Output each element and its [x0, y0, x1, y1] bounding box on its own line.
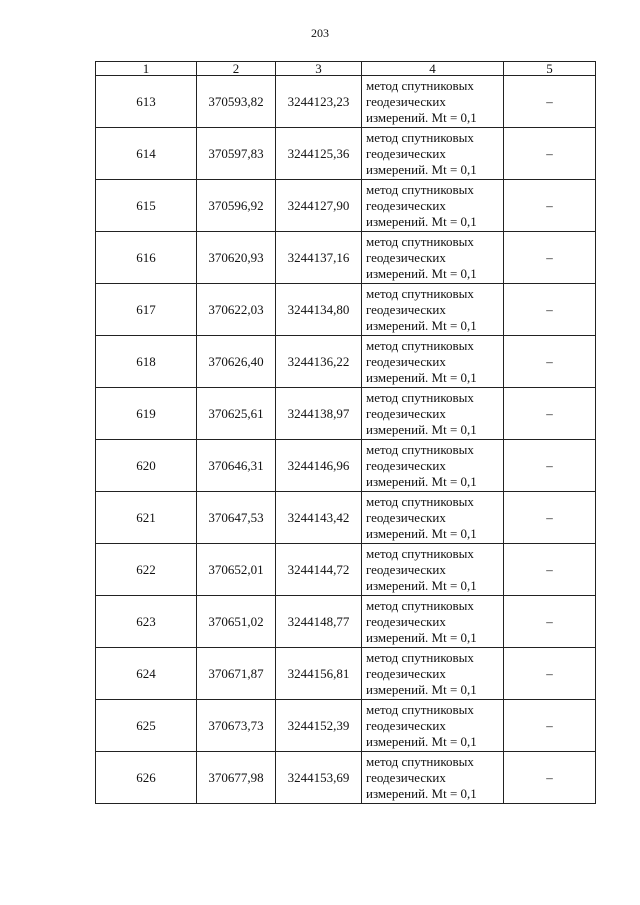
table-row	[96, 388, 596, 440]
y-coordinate-cell: 3244123,23	[276, 76, 362, 128]
table-row	[96, 700, 596, 752]
note-cell: –	[504, 128, 596, 180]
method-cell: метод спутниковых геодезических измерений. Mt = 0,1	[362, 544, 504, 596]
method-cell: метод спутниковых геодезических измерений. Mt = 0,1	[362, 700, 504, 752]
note-cell: –	[504, 648, 596, 700]
point-number-cell: 622	[96, 544, 197, 596]
x-coordinate-cell: 370626,40	[197, 336, 276, 388]
y-coordinate-cell: 3244136,22	[276, 336, 362, 388]
method-cell: метод спутниковых геодезических измерений. Mt = 0,1	[362, 648, 504, 700]
point-number-cell: 614	[96, 128, 197, 180]
coordinates-table	[95, 61, 596, 804]
x-coordinate-cell: 370593,82	[197, 76, 276, 128]
y-coordinate-cell: 3244138,97	[276, 388, 362, 440]
table-row	[96, 440, 596, 492]
x-coordinate-cell: 370673,73	[197, 700, 276, 752]
method-cell: метод спутниковых геодезических измерений. Mt = 0,1	[362, 440, 504, 492]
point-number-cell: 625	[96, 700, 197, 752]
x-coordinate-cell: 370620,93	[197, 232, 276, 284]
y-coordinate-cell: 3244148,77	[276, 596, 362, 648]
point-number-cell: 623	[96, 596, 197, 648]
note-cell: –	[504, 492, 596, 544]
point-number-cell: 617	[96, 284, 197, 336]
y-coordinate-cell: 3244156,81	[276, 648, 362, 700]
y-coordinate-cell: 3244144,72	[276, 544, 362, 596]
y-coordinate-cell: 3244152,39	[276, 700, 362, 752]
note-cell: –	[504, 76, 596, 128]
table-row	[96, 232, 596, 284]
method-cell: метод спутниковых геодезических измерений. Mt = 0,1	[362, 76, 504, 128]
x-coordinate-cell: 370625,61	[197, 388, 276, 440]
y-coordinate-cell: 3244143,42	[276, 492, 362, 544]
table-row	[96, 544, 596, 596]
note-cell: –	[504, 596, 596, 648]
x-coordinate-cell: 370677,98	[197, 752, 276, 804]
table-row	[96, 336, 596, 388]
header-row	[96, 62, 596, 76]
column-header-1: 1	[96, 62, 197, 76]
note-cell: –	[504, 544, 596, 596]
note-cell: –	[504, 388, 596, 440]
table-row	[96, 76, 596, 128]
table-row	[96, 752, 596, 804]
point-number-cell: 626	[96, 752, 197, 804]
y-coordinate-cell: 3244146,96	[276, 440, 362, 492]
y-coordinate-cell: 3244127,90	[276, 180, 362, 232]
point-number-cell: 616	[96, 232, 197, 284]
note-cell: –	[504, 232, 596, 284]
x-coordinate-cell: 370646,31	[197, 440, 276, 492]
x-coordinate-cell: 370652,01	[197, 544, 276, 596]
point-number-cell: 620	[96, 440, 197, 492]
table-row	[96, 180, 596, 232]
table-body	[96, 76, 596, 804]
table-row	[96, 596, 596, 648]
point-number-cell: 624	[96, 648, 197, 700]
x-coordinate-cell: 370647,53	[197, 492, 276, 544]
method-cell: метод спутниковых геодезических измерений. Mt = 0,1	[362, 388, 504, 440]
method-cell: метод спутниковых геодезических измерений. Mt = 0,1	[362, 752, 504, 804]
column-header-4: 4	[362, 62, 504, 76]
method-cell: метод спутниковых геодезических измерений. Mt = 0,1	[362, 180, 504, 232]
method-cell: метод спутниковых геодезических измерений. Mt = 0,1	[362, 336, 504, 388]
note-cell: –	[504, 440, 596, 492]
note-cell: –	[504, 700, 596, 752]
x-coordinate-cell: 370597,83	[197, 128, 276, 180]
y-coordinate-cell: 3244137,16	[276, 232, 362, 284]
x-coordinate-cell: 370596,92	[197, 180, 276, 232]
method-cell: метод спутниковых геодезических измерений. Mt = 0,1	[362, 284, 504, 336]
point-number-cell: 613	[96, 76, 197, 128]
note-cell: –	[504, 752, 596, 804]
method-cell: метод спутниковых геодезических измерений. Mt = 0,1	[362, 492, 504, 544]
point-number-cell: 615	[96, 180, 197, 232]
method-cell: метод спутниковых геодезических измерений. Mt = 0,1	[362, 596, 504, 648]
column-header-2: 2	[197, 62, 276, 76]
x-coordinate-cell: 370651,02	[197, 596, 276, 648]
table-row	[96, 648, 596, 700]
point-number-cell: 619	[96, 388, 197, 440]
x-coordinate-cell: 370622,03	[197, 284, 276, 336]
y-coordinate-cell: 3244134,80	[276, 284, 362, 336]
table-row	[96, 128, 596, 180]
column-header-5: 5	[504, 62, 596, 76]
method-cell: метод спутниковых геодезических измерений. Mt = 0,1	[362, 128, 504, 180]
point-number-cell: 618	[96, 336, 197, 388]
column-header-3: 3	[276, 62, 362, 76]
page-number: 203	[311, 26, 329, 40]
table-row	[96, 284, 596, 336]
point-number-cell: 621	[96, 492, 197, 544]
table-row	[96, 492, 596, 544]
x-coordinate-cell: 370671,87	[197, 648, 276, 700]
note-cell: –	[504, 336, 596, 388]
y-coordinate-cell: 3244153,69	[276, 752, 362, 804]
method-cell: метод спутниковых геодезических измерений. Mt = 0,1	[362, 232, 504, 284]
note-cell: –	[504, 284, 596, 336]
y-coordinate-cell: 3244125,36	[276, 128, 362, 180]
note-cell: –	[504, 180, 596, 232]
